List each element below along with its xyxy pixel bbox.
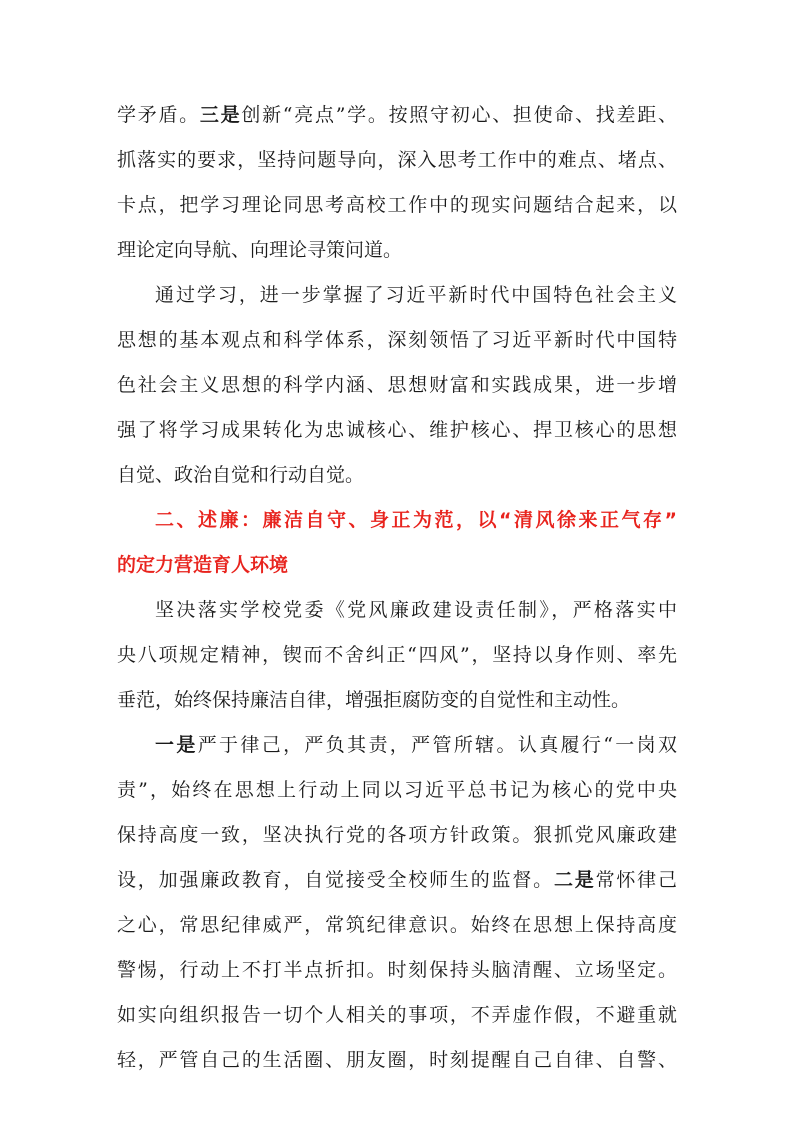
text-line: 责”，始终在思想上行动上同以习近平总书记为核心的党中央 <box>117 779 677 801</box>
text-line <box>117 860 677 900</box>
text-line <box>155 725 677 765</box>
bold-marker: 三是 <box>199 104 242 126</box>
section-heading: 的定力营造育人环境 <box>117 554 289 576</box>
text-span: 严于律己，严负其责，严管所辖。认真履行“一岗双 <box>197 734 677 756</box>
text-line: 通过学习，进一步掌握了习近平新时代中国特色社会主义 <box>155 284 677 306</box>
text-line: 保持高度一致，坚决执行党的各项方针政策。狠抓党风廉政建 <box>117 824 677 846</box>
text-line: 卡点，把学习理论同思考高校工作中的现实问题结合起来，以 <box>117 194 677 216</box>
text-line: 央八项规定精神，锲而不舍纠正“四风”，坚持以身作则、率先 <box>117 644 677 666</box>
text-line: 轻，严管自己的生活圈、朋友圈，时刻提醒自己自律、自警、 <box>117 1049 677 1071</box>
text-line: 坚决落实学校党委《党风廉政建设责任制》，严格落实中 <box>155 599 677 621</box>
text-span: 创新“亮点”学。按照守初心、担使命、找差距、 <box>241 104 677 126</box>
text-line: 之心，常思纪律威严，常筑纪律意识。始终在思想上保持高度 <box>117 914 677 936</box>
section-heading: 二、述廉：廉洁自守、身正为范，以“清风徐来正气存” <box>155 509 677 531</box>
bold-marker: 一是 <box>155 734 198 756</box>
text-line: 如实向组织报告一切个人相关的事项，不弄虚作假，不避重就 <box>117 1004 677 1026</box>
text-line: 色社会主义思想的科学内涵、思想财富和实践成果，进一步增 <box>117 374 677 396</box>
text-line: 警惕，行动上不打半点折扣。时刻保持头脑清醒、立场坚定。 <box>117 959 677 981</box>
text-line: 抓落实的要求，坚持问题导向，深入思考工作中的难点、堵点、 <box>117 149 677 171</box>
text-line: 强了将学习成果转化为忠诚核心、维护核心、捍卫核心的思想 <box>117 419 677 441</box>
bold-marker: 二是 <box>553 869 596 891</box>
text-line: 垂范，始终保持廉洁自律，增强拒腐防变的自觉性和主动性。 <box>117 689 631 711</box>
text-line: 自觉、政治自觉和行动自觉。 <box>117 464 365 486</box>
text-span: 学矛盾。 <box>117 104 200 126</box>
text-line <box>117 95 677 135</box>
text-line: 理论定向导航、向理论寻策问道。 <box>117 239 403 261</box>
text-span: 设，加强廉政教育，自觉接受全校师生的监督。 <box>117 869 554 891</box>
text-line: 思想的基本观点和科学体系，深刻领悟了习近平新时代中国特 <box>117 329 677 351</box>
text-span: 常怀律己 <box>595 869 677 891</box>
